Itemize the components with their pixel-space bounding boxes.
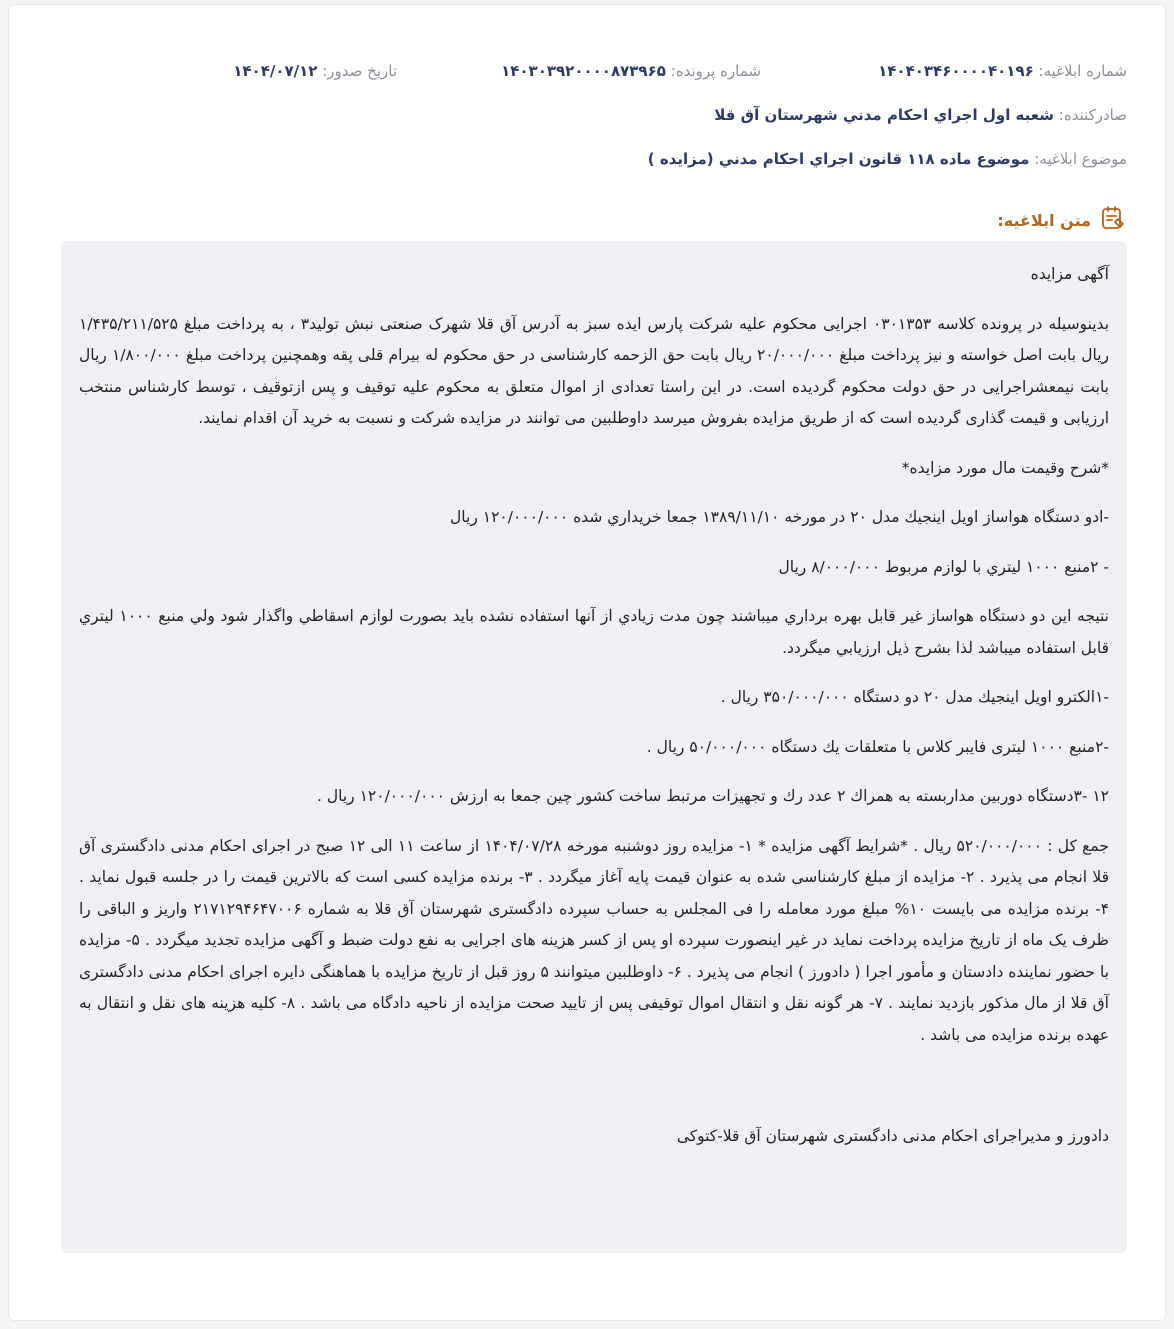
- issuer-row: [714, 103, 1127, 127]
- body-paragraph-valuation-3: ۱۲ -۳دستگاه دوربين مداربسته به همراك ۲ عدد رك و تجهيزات مرتبط ساخت كشور چين جمعا به ارزش ۱۲۰/۰۰۰/۰۰۰ ريال .: [317, 787, 1109, 805]
- issue-date-label: تاریخ صدور:: [322, 62, 397, 80]
- notice-number-value: ۱۴۰۴۰۳۴۶۰۰۰۰۴۰۱۹۶: [878, 62, 1034, 80]
- body-paragraph-result: نتيجه اين دو دستگاه هواساز غير قابل بهره برداري ميباشند چون مدت زيادي از آنها استفاده نشده بايد بصورت لوازم اسقاطي واگذار شود ولي منبع ۱۰۰۰ ليتري قابل استفاده ميباشد لذا بشرح ذيل ارزيابي ميگردد.: [79, 607, 1109, 657]
- body-paragraph-item-1: -ادو دستگاه هواساز اویل اینجیك مدل ۲۰ در مورخه ۱۳۸۹/۱۱/۱۰ جمعا خريداري شده ۱۲۰/۰۰۰/۰۰۰ ريال: [450, 508, 1109, 526]
- body-paragraph-intro: بدینوسیله در پرونده کلاسه ۰۳۰۱۳۵۳ اجرایی محکوم علیه شرکت پارس ایده سبز به آدرس آق قلا شهرک صنعتی نبش تولید۳ ، به پرداخت مبلغ ۱/۴۳۵/۲۱۱/۵۲۵ ریال بابت اصل خواسته و نیز پرداخت مبلغ ۲۰/۰۰۰/۰۰۰ ریال بابت حق الزحمه کارشناسی در حق محکوم له بیرام قلی پقه وهمچنین پرداخت مبلغ ۱/۸۰۰/۰۰۰ ریال بابت نیمعشراجرایی در حق دولت محکوم گردیده است. در این راستا تعدادی از اموال متعلق به محکوم علیه توقیف و پس ازتوقیف ، توسط کارشناس منتخب ارزیابی و قیمت گذاری گردیده است که از طریق مزایده بفروش میرسد داوطلبین می توانند در مزایده شرکت و نسبت به خرید آن اقدام نمایند.: [79, 314, 1110, 427]
- issue-date: [233, 59, 397, 83]
- case-number-label: شماره پرونده:: [670, 62, 761, 80]
- subject-row: [648, 147, 1127, 171]
- body-paragraph-valuation-2: -۲منبع ۱۰۰۰ لیتری فایبر کلاس با متعلقات يك دستگاه ۵۰/۰۰۰/۰۰۰ ريال .: [646, 737, 1109, 756]
- body-paragraph-items-title: *شرح وقیمت مال مورد مزایده*: [901, 458, 1109, 477]
- subject-value: موضوع ماده ۱۱۸ قانون اجراي احكام مدني (مزايده ): [647, 150, 1030, 168]
- issuer-label: صادرکننده:: [1058, 106, 1127, 124]
- subject-label: موضوع ابلاغیه:: [1034, 150, 1127, 168]
- note-icon: [1099, 204, 1127, 236]
- body-heading: آگهی مزایده: [1030, 265, 1109, 283]
- section-title-text: متن ابلاغیه:: [997, 210, 1091, 230]
- body-signature: دادورز و مدیراجرای احکام مدنی دادگستری شهرستان آق قلا-کتوکی: [676, 1127, 1109, 1145]
- issuer-value: شعبه اول اجراي احكام مدني شهرستان آق قلا: [714, 106, 1054, 124]
- case-number: [501, 59, 761, 83]
- notice-number-label: شماره ابلاغیه:: [1038, 62, 1127, 80]
- body-paragraph-valuation-1: -۱الكترو اويل اينجيك مدل ۲۰ دو دستگاه ۳۵۰/۰۰۰/۰۰۰ ريال .: [720, 688, 1109, 706]
- notice-card: [8, 4, 1166, 1321]
- notice-body: [61, 241, 1127, 1253]
- section-title: [997, 204, 1127, 236]
- body-paragraph-conditions: جمع کل : ۵۲۰/۰۰۰/۰۰۰ ریال . *شرایط آگهی مزایده * ۱- مزایده روز دوشنبه مورخه ۱۴۰۴/۰۷/۲۸ از ساعت ۱۱ الی ۱۲ صبح در اجرای احکام مدنی دادگستری آق قلا انجام می پذیرد . ۲- مزایده از مبلغ کارشناسی شده به عنوان قیمت پایه آغاز میگردد . ۳- برنده مزایده کسی است که بالاترین قیمت را در جلسه قبول نماید . ۴- برنده مزایده می بایست ۱۰% مبلغ مورد معامله را فی المجلس به حساب سپرده دادگستری شهرستان آق قلا به شماره ۲۱۷۱۲۹۴۶۴۷۰۰۶ واریز و الباقی را ظرف یک ماه از تاریخ مزایده پرداخت نماید در غیر اینصورت سپرده او پس از کسر هزینه های اجرایی به نفع دولت ضبط و آگهی مزایده تجدید میگردد . ۵- مزایده با حضور نماینده دادستان و مأمور اجرا ( دادورز ) انجام می پذیرد . ۶- داوطلبین میتوانند ۵ روز قبل از تاریخ مزایده با هماهنگی دایره اجرای احکام مدنی دادگستری آق قلا از مال مذکور بازدید نمایند . ۷- هر گونه نقل و انتقال اموال توقیفی پس از تایید صحت مزایده از ناحیه دادگاه می باشد . ۸- کلیه هزینه های نقل و انتقال به عهده برنده مزایده می باشد .: [79, 836, 1110, 1044]
- case-number-value: ۱۴۰۳۰۳۹۲۰۰۰۰۸۷۳۹۶۵: [501, 62, 666, 80]
- issue-date-value: ۱۴۰۴/۰۷/۱۲: [233, 62, 318, 80]
- body-paragraph-item-2: - ۲منبع ۱۰۰۰ ليتري با لوازم مربوط ۸/۰۰۰/۰۰۰ ريال: [778, 557, 1109, 576]
- notice-number: [878, 59, 1127, 83]
